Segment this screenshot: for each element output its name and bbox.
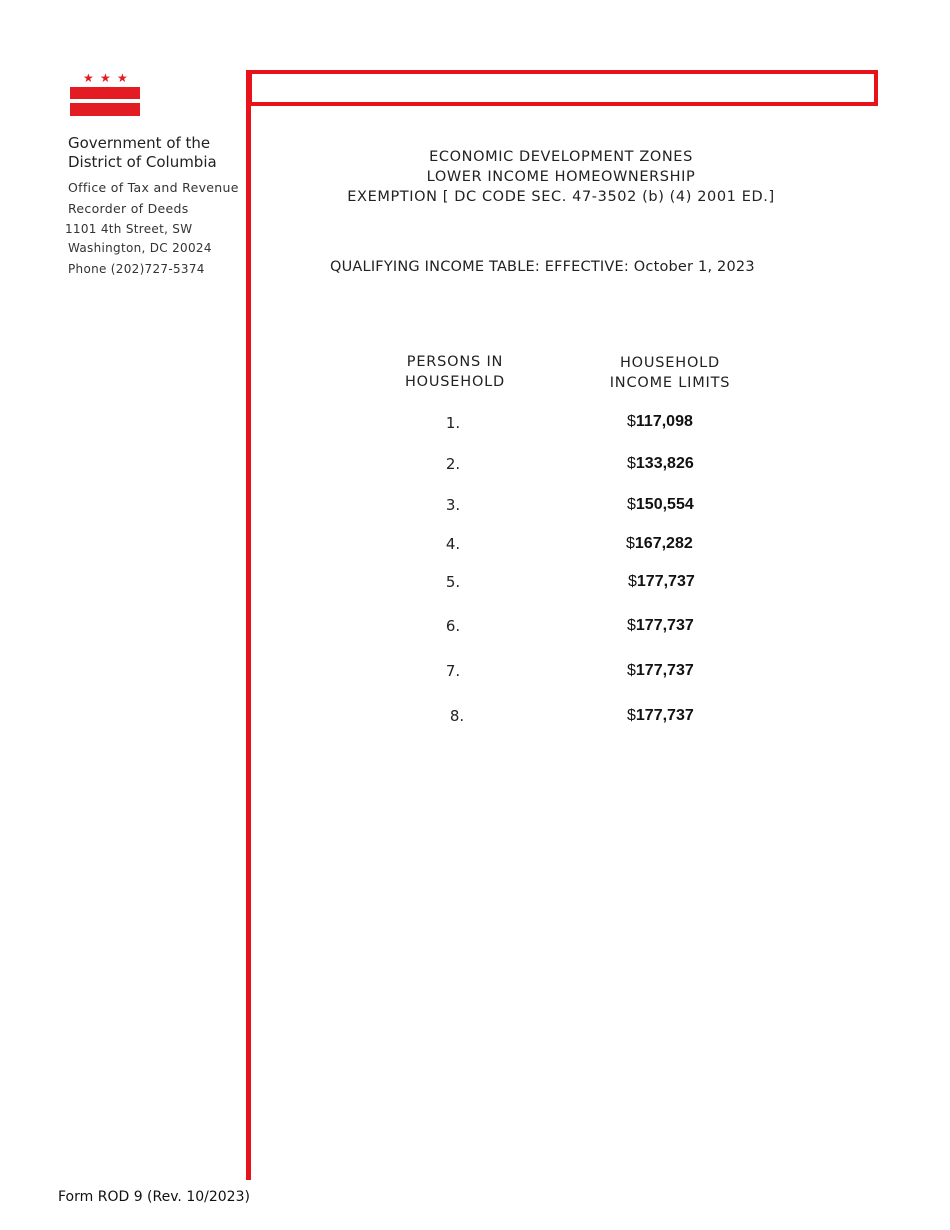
office-name: Office of Tax and Revenue bbox=[68, 180, 239, 195]
persons-count: 8. bbox=[449, 707, 465, 725]
effective-date: October 1, 2023 bbox=[633, 259, 755, 275]
government-name-line1: Government of the bbox=[68, 134, 211, 152]
persons-count: 7. bbox=[445, 662, 461, 680]
star-icon: ★ bbox=[117, 71, 128, 85]
income-limit-value: 177,737 bbox=[635, 617, 694, 634]
form-identifier: Form ROD 9 (Rev. 10/2023) bbox=[58, 1189, 250, 1205]
header-frame-box bbox=[248, 70, 878, 106]
currency-symbol: $ bbox=[627, 413, 636, 430]
column-header-income-line1: HOUSEHOLD bbox=[619, 355, 721, 371]
heading-line1: ECONOMIC DEVELOPMENT ZONES bbox=[429, 149, 693, 165]
income-limit-value: 167,282 bbox=[634, 535, 693, 552]
income-limit-value: 117,098 bbox=[635, 413, 693, 430]
heading-line3: EXEMPTION [ DC CODE SEC. 47-3502 (b) (4) 2001 ED.] bbox=[347, 189, 775, 205]
government-name-line2: District of Columbia bbox=[68, 153, 217, 171]
persons-count: 4. bbox=[445, 535, 461, 553]
column-header-persons-line1: PERSONS IN bbox=[406, 354, 504, 370]
currency-symbol: $ bbox=[627, 455, 636, 472]
persons-count: 3. bbox=[445, 496, 461, 514]
income-limit bbox=[627, 413, 693, 431]
qualifying-label: QUALIFYING INCOME TABLE: EFFECTIVE: bbox=[330, 259, 634, 275]
income-limit bbox=[627, 617, 694, 635]
column-header-persons bbox=[385, 352, 525, 392]
income-limit bbox=[627, 496, 694, 514]
persons-count: 5. bbox=[445, 573, 461, 591]
column-header-income-line2: INCOME LIMITS bbox=[609, 375, 731, 391]
currency-symbol: $ bbox=[627, 496, 636, 513]
persons-count: 2. bbox=[445, 455, 461, 473]
qualifying-income-title bbox=[330, 259, 755, 275]
persons-count: 1. bbox=[445, 414, 461, 432]
flag-stripe bbox=[70, 87, 140, 99]
income-limit bbox=[627, 662, 694, 680]
currency-symbol: $ bbox=[627, 617, 636, 634]
city-address: Washington, DC 20024 bbox=[68, 241, 212, 255]
income-limit bbox=[628, 573, 695, 591]
income-limit-value: 177,737 bbox=[635, 707, 694, 724]
column-header-income bbox=[595, 353, 745, 393]
income-limit bbox=[627, 455, 694, 473]
currency-symbol: $ bbox=[627, 707, 636, 724]
income-limit-value: 150,554 bbox=[635, 496, 694, 513]
currency-symbol: $ bbox=[628, 573, 637, 590]
income-limit-value: 177,737 bbox=[636, 573, 695, 590]
income-limit bbox=[626, 535, 693, 553]
flag-stripe bbox=[70, 103, 140, 116]
column-header-persons-line2: HOUSEHOLD bbox=[404, 374, 506, 390]
currency-symbol: $ bbox=[626, 535, 635, 552]
phone-number: Phone (202)727-5374 bbox=[68, 262, 205, 276]
income-limit bbox=[627, 707, 694, 725]
currency-symbol: $ bbox=[627, 662, 636, 679]
income-limit-value: 133,826 bbox=[635, 455, 694, 472]
heading-line2: LOWER INCOME HOMEOWNERSHIP bbox=[426, 169, 696, 185]
income-limit-value: 177,737 bbox=[635, 662, 694, 679]
street-address: 1101 4th Street, SW bbox=[65, 222, 193, 236]
persons-count: 6. bbox=[445, 617, 461, 635]
star-icon: ★ bbox=[83, 71, 94, 85]
left-frame-rule bbox=[246, 70, 251, 1180]
division-name: Recorder of Deeds bbox=[68, 201, 189, 216]
dc-flag-logo bbox=[70, 72, 140, 118]
star-icon: ★ bbox=[100, 71, 111, 85]
